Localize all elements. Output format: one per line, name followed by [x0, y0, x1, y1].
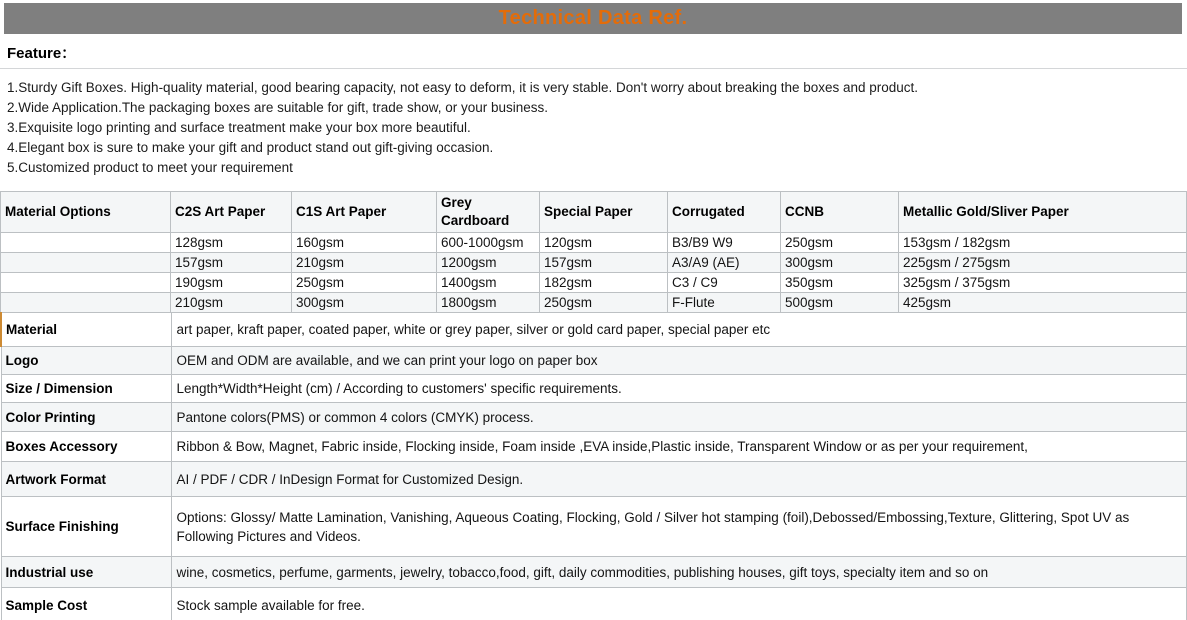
spec-label: Sample Cost	[1, 588, 171, 620]
matrix-row	[1, 233, 1187, 253]
spec-row	[1, 557, 1187, 588]
matrix-cell: 1200gsm	[437, 253, 540, 273]
matrix-row	[1, 253, 1187, 273]
matrix-cell: 225gsm / 275gsm	[899, 253, 1187, 273]
matrix-header-cell: C2S Art Paper	[171, 192, 292, 233]
spec-value: Ribbon & Bow, Magnet, Fabric inside, Flocking inside, Foam inside ,EVA inside,Plastic inside, Transparent Window or as per your requirement,	[171, 432, 1187, 462]
matrix-cell: A3/A9 (AE)	[668, 253, 781, 273]
matrix-header-row	[1, 192, 1187, 233]
feature-item: 1.Sturdy Gift Boxes. High-quality material, good bearing capacity, not easy to deform, it is very stable. Don't worry about breaking the boxes and product.	[7, 80, 919, 95]
spec-row	[1, 497, 1187, 557]
matrix-cell: 600-1000gsm	[437, 233, 540, 253]
matrix-cell: 210gsm	[171, 293, 292, 313]
matrix-cell: 250gsm	[540, 293, 668, 313]
spec-value: AI / PDF / CDR / InDesign Format for Customized Design.	[171, 462, 1187, 497]
matrix-cell: 500gsm	[781, 293, 899, 313]
spec-row	[1, 313, 1187, 347]
matrix-cell: 120gsm	[540, 233, 668, 253]
material-options-table	[0, 191, 1187, 313]
matrix-cell: 182gsm	[540, 273, 668, 293]
spec-row	[1, 432, 1187, 462]
matrix-header-cell: Corrugated	[668, 192, 781, 233]
feature-item: 4.Elegant box is sure to make your gift and product stand out gift-giving occasion.	[7, 140, 494, 155]
feature-item: 5.Customized product to meet your requirement	[7, 160, 293, 175]
matrix-cell	[1, 253, 171, 273]
matrix-cell: 300gsm	[292, 293, 437, 313]
matrix-cell: 250gsm	[781, 233, 899, 253]
matrix-header-cell: CCNB	[781, 192, 899, 233]
spec-label: Artwork Format	[1, 462, 171, 497]
matrix-cell: 1800gsm	[437, 293, 540, 313]
feature-heading: Feature：	[0, 36, 1187, 69]
spec-value: Pantone colors(PMS) or common 4 colors (CMYK) process.	[171, 403, 1187, 432]
matrix-header-cell: Grey Cardboard	[437, 192, 540, 233]
matrix-cell: C3 / C9	[668, 273, 781, 293]
spec-value: Length*Width*Height (cm) / According to customers' specific requirements.	[171, 375, 1187, 403]
matrix-cell: 128gsm	[171, 233, 292, 253]
spec-value: OEM and ODM are available, and we can print your logo on paper box	[171, 347, 1187, 375]
matrix-cell: 300gsm	[781, 253, 899, 273]
matrix-cell	[1, 273, 171, 293]
page	[0, 3, 1187, 620]
matrix-cell: 157gsm	[540, 253, 668, 273]
feature-item: 2.Wide Application.The packaging boxes are suitable for gift, trade show, or your business.	[7, 100, 549, 115]
matrix-cell: 157gsm	[171, 253, 292, 273]
spec-label: Boxes Accessory	[1, 432, 171, 462]
matrix-cell: 325gsm / 375gsm	[899, 273, 1187, 293]
matrix-cell: 1400gsm	[437, 273, 540, 293]
spec-row	[1, 462, 1187, 497]
spec-row	[1, 403, 1187, 432]
feature-item: 3.Exquisite logo printing and surface treatment make your box more beautiful.	[7, 120, 471, 135]
spec-label: Industrial use	[1, 557, 171, 588]
spec-label: Logo	[1, 347, 171, 375]
matrix-row	[1, 293, 1187, 313]
banner	[4, 3, 1182, 34]
matrix-cell: 160gsm	[292, 233, 437, 253]
spec-label: Size / Dimension	[1, 375, 171, 403]
spec-label: Material	[1, 313, 171, 347]
spec-label: Surface Finishing	[1, 497, 171, 557]
spec-row	[1, 588, 1187, 620]
spec-value: art paper, kraft paper, coated paper, white or grey paper, silver or gold card paper, special paper etc	[171, 313, 1187, 347]
matrix-header-cell: Metallic Gold/Sliver Paper	[899, 192, 1187, 233]
matrix-cell: B3/B9 W9	[668, 233, 781, 253]
matrix-header-cell: C1S Art Paper	[292, 192, 437, 233]
spec-row	[1, 347, 1187, 375]
spec-row	[1, 375, 1187, 403]
spec-label: Color Printing	[1, 403, 171, 432]
matrix-cell: 425gsm	[899, 293, 1187, 313]
matrix-cell: 350gsm	[781, 273, 899, 293]
spec-value: wine, cosmetics, perfume, garments, jewelry, tobacco,food, gift, daily commodities, publishing houses, gift toys, specialty item and so on	[171, 557, 1187, 588]
matrix-cell	[1, 233, 171, 253]
spec-value: Stock sample available for free.	[171, 588, 1187, 620]
matrix-cell: 153gsm / 182gsm	[899, 233, 1187, 253]
matrix-header-cell: Material Options	[1, 192, 171, 233]
matrix-cell: F-Flute	[668, 293, 781, 313]
spec-value: Options: Glossy/ Matte Lamination, Vanishing, Aqueous Coating, Flocking, Gold / Silver hot stamping (foil),Debossed/Embossing,Texture, Glittering, Spot UV as Following Pictures and Videos.	[171, 497, 1187, 557]
matrix-cell: 210gsm	[292, 253, 437, 273]
matrix-row	[1, 273, 1187, 293]
matrix-cell: 190gsm	[171, 273, 292, 293]
feature-list	[0, 69, 1187, 191]
banner-title: Technical Data Ref.	[498, 7, 688, 29]
spec-table	[0, 312, 1187, 620]
matrix-header-cell: Special Paper	[540, 192, 668, 233]
matrix-cell	[1, 293, 171, 313]
matrix-cell: 250gsm	[292, 273, 437, 293]
